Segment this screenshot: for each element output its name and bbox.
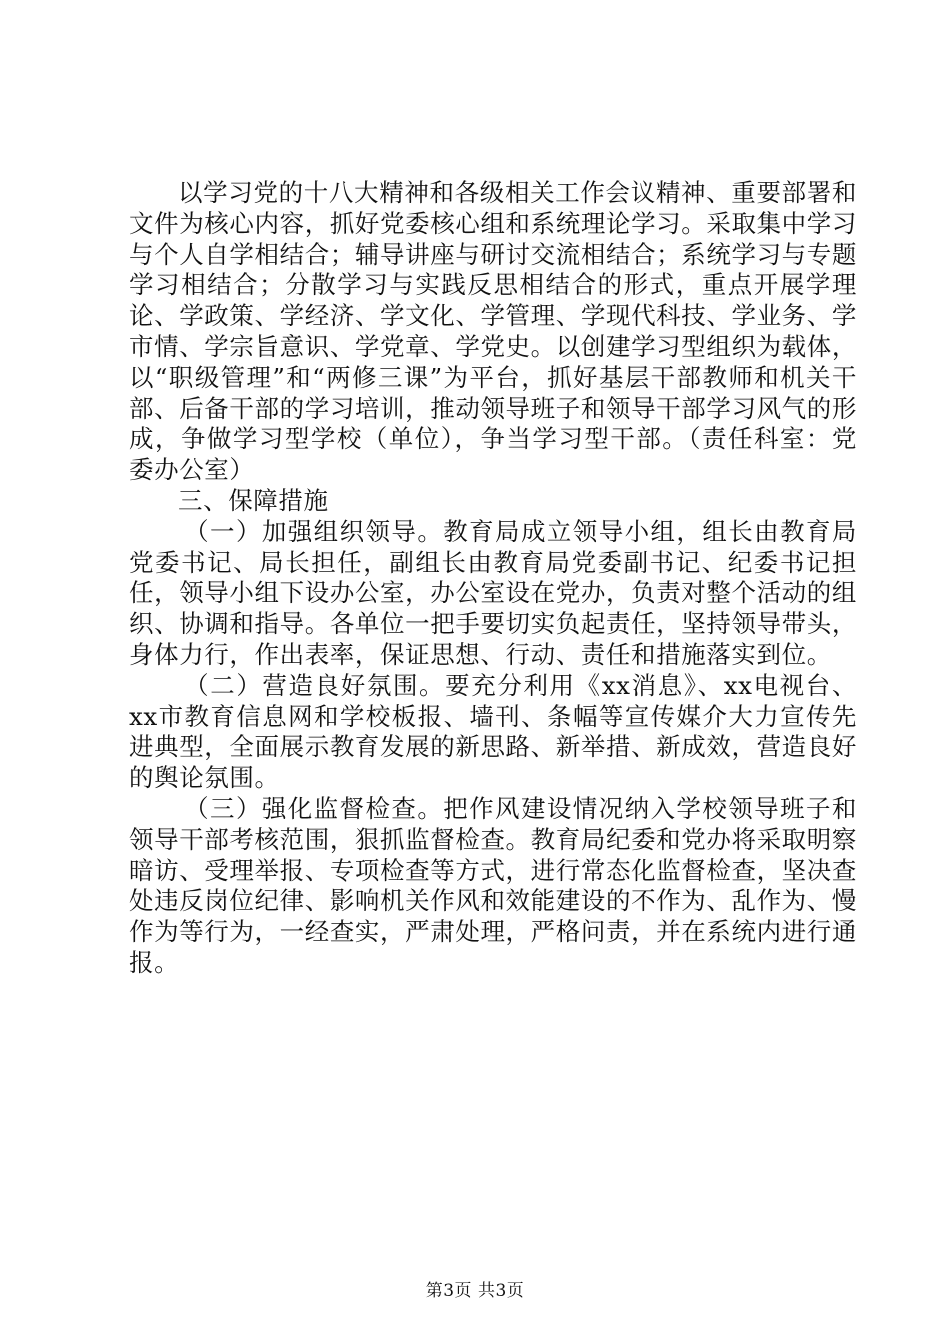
section-heading-safeguards: 三、保障措施 xyxy=(178,485,329,515)
paragraph-supervision-inspection: （三）强化监督检查。把作风建设情况纳入学校领导班子和领导干部考核范围，狠抓监督检查。教育局纪委和党办将采取明察暗访、受理举报、专项检查等方式，进行常态化监督检查，坚决查处违反岗位纪律、影响机关作风和效能建设的不作为、乱作为、慢作为等行为，一经查实，严肃处理，严格问责，并在系统内进行通报。 xyxy=(129,793,857,977)
paragraph-study-content: 以学习党的十八大精神和各级相关工作会议精神、重要部署和文件为核心内容，抓好党委核心组和系统理论学习。采取集中学习与个人自学相结合；辅导讲座与研讨交流相结合；系统学习与专题学习相结合；分散学习与实践反思相结合的形式，重点开展学理论、学政策、学经济、学文化、学管理、学现代科技、学业务、学市情、学宗旨意识、学党章、学党史。以创建学习型组织为载体，以“职级管理”和“两修三课”为平台，抓好基层干部教师和机关干部、后备干部的学习培训，推动领导班子和领导干部学习风气的形成，争做学习型学校（单位），争当学习型干部。（责任科室：党委办公室） xyxy=(129,178,857,485)
paragraph-good-atmosphere: （二）营造良好氛围。要充分利用《xx消息》、xx电视台、xx市教育信息网和学校板报、墙刊、条幅等宣传媒介大力宣传先进典型，全面展示教育发展的新思路、新举措、新成效，营造良好的舆论氛围。 xyxy=(129,670,857,793)
document-body xyxy=(129,178,857,979)
paragraph-organization-leadership: （一）加强组织领导。教育局成立领导小组，组长由教育局党委书记、局长担任，副组长由教育局党委副书记、纪委书记担任，领导小组下设办公室，办公室设在党办，负责对整个活动的组织、协调和指导。各单位一把手要切实负起责任，坚持领导带头，身体力行，作出表率，保证思想、行动、责任和措施落实到位。 xyxy=(129,516,857,669)
page-footer: 第3页 共3页 xyxy=(425,1281,525,1301)
